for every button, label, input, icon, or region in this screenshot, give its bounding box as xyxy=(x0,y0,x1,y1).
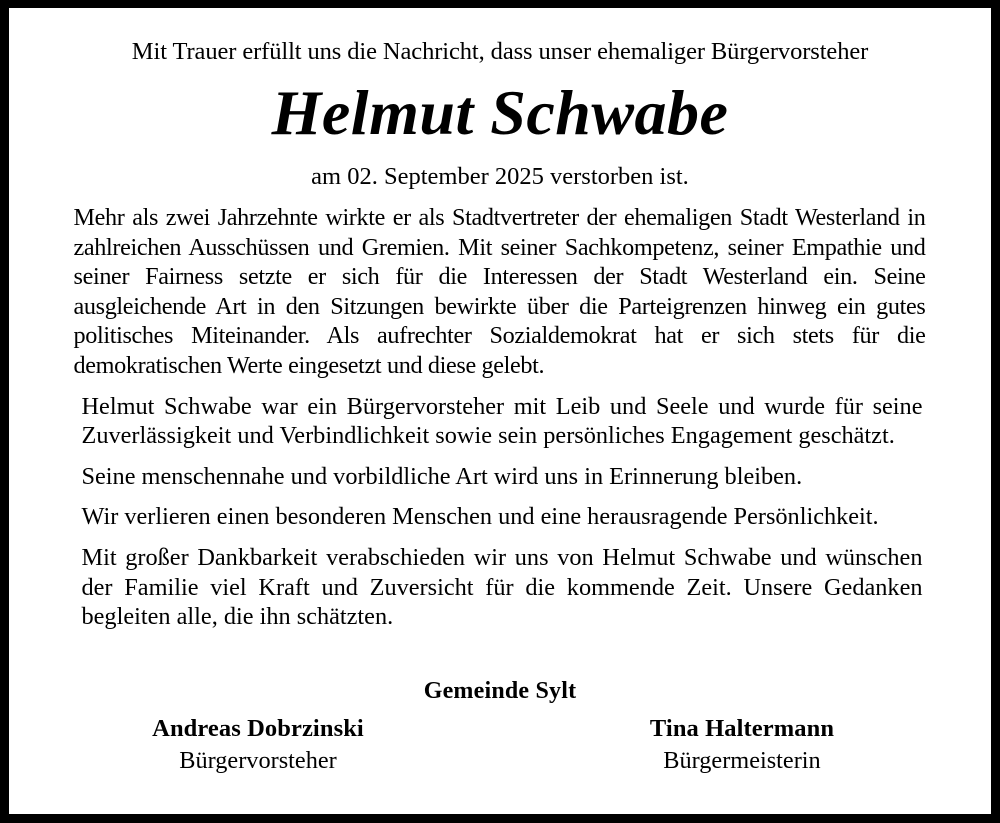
organisation-name: Gemeinde Sylt xyxy=(423,678,577,704)
body-paragraph: Wir verlieren einen besonderen Menschen und eine herausragende Persönlichkeit. xyxy=(81,503,879,531)
deceased-name: Helmut Schwabe xyxy=(271,77,729,148)
signatory xyxy=(577,714,907,775)
body-paragraph: Helmut Schwabe war ein Bürgervorsteher mit Leib und Seele und wurde für seine Zuverlässigkeit und Verbindlichkeit sowie sein persönliches Engagement geschätzt. xyxy=(81,392,923,450)
signature-block xyxy=(9,677,991,775)
signatory-row xyxy=(9,714,991,775)
body-paragraph: Seine menschennahe und vorbildliche Art wird uns in Erinnerung bleiben. xyxy=(81,462,803,490)
body-paragraph: Mehr als zwei Jahrzehnte wirkte er als Stadtvertreter der ehemaligen Stadt Westerland in zahlreichen Ausschüssen und Gremien. Mit seiner Sachkompetenz, seiner Empathie und seiner Fairness setzte er sich für die Interessen der Stadt Westerland ein. Seine ausgleichende Art in den Sitzungen bewirkte über die Parteigrenzen hinweg ein gutes politisches Miteinander. Als aufrechter Sozialdemokrat hat er sich stets für die demokratischen Werte eingesetzt und diese gelebt. xyxy=(73,204,926,379)
signatory-role: Bürgervorsteher xyxy=(179,747,337,774)
obituary-notice xyxy=(9,8,991,814)
signatory-role: Bürgermeisterin xyxy=(663,747,821,774)
signatory xyxy=(93,714,423,775)
intro-line: Mit Trauer erfüllt uns die Nachricht, dass unser ehemaliger Bürgervorsteher xyxy=(131,38,869,65)
signatory-name: Andreas Dobrzinski xyxy=(152,715,364,742)
death-date-line: am 02. September 2025 verstorben ist. xyxy=(311,163,689,190)
obituary-body xyxy=(73,203,926,632)
body-paragraph: Mit großer Dankbarkeit verabschieden wir uns von Helmut Schwabe und wünschen der Familie viel Kraft und Zuversicht für die kommende Zeit. Unsere Gedanken begleiten alle, die ihn schätzten. xyxy=(81,543,923,631)
signatory-name: Tina Haltermann xyxy=(649,715,835,742)
